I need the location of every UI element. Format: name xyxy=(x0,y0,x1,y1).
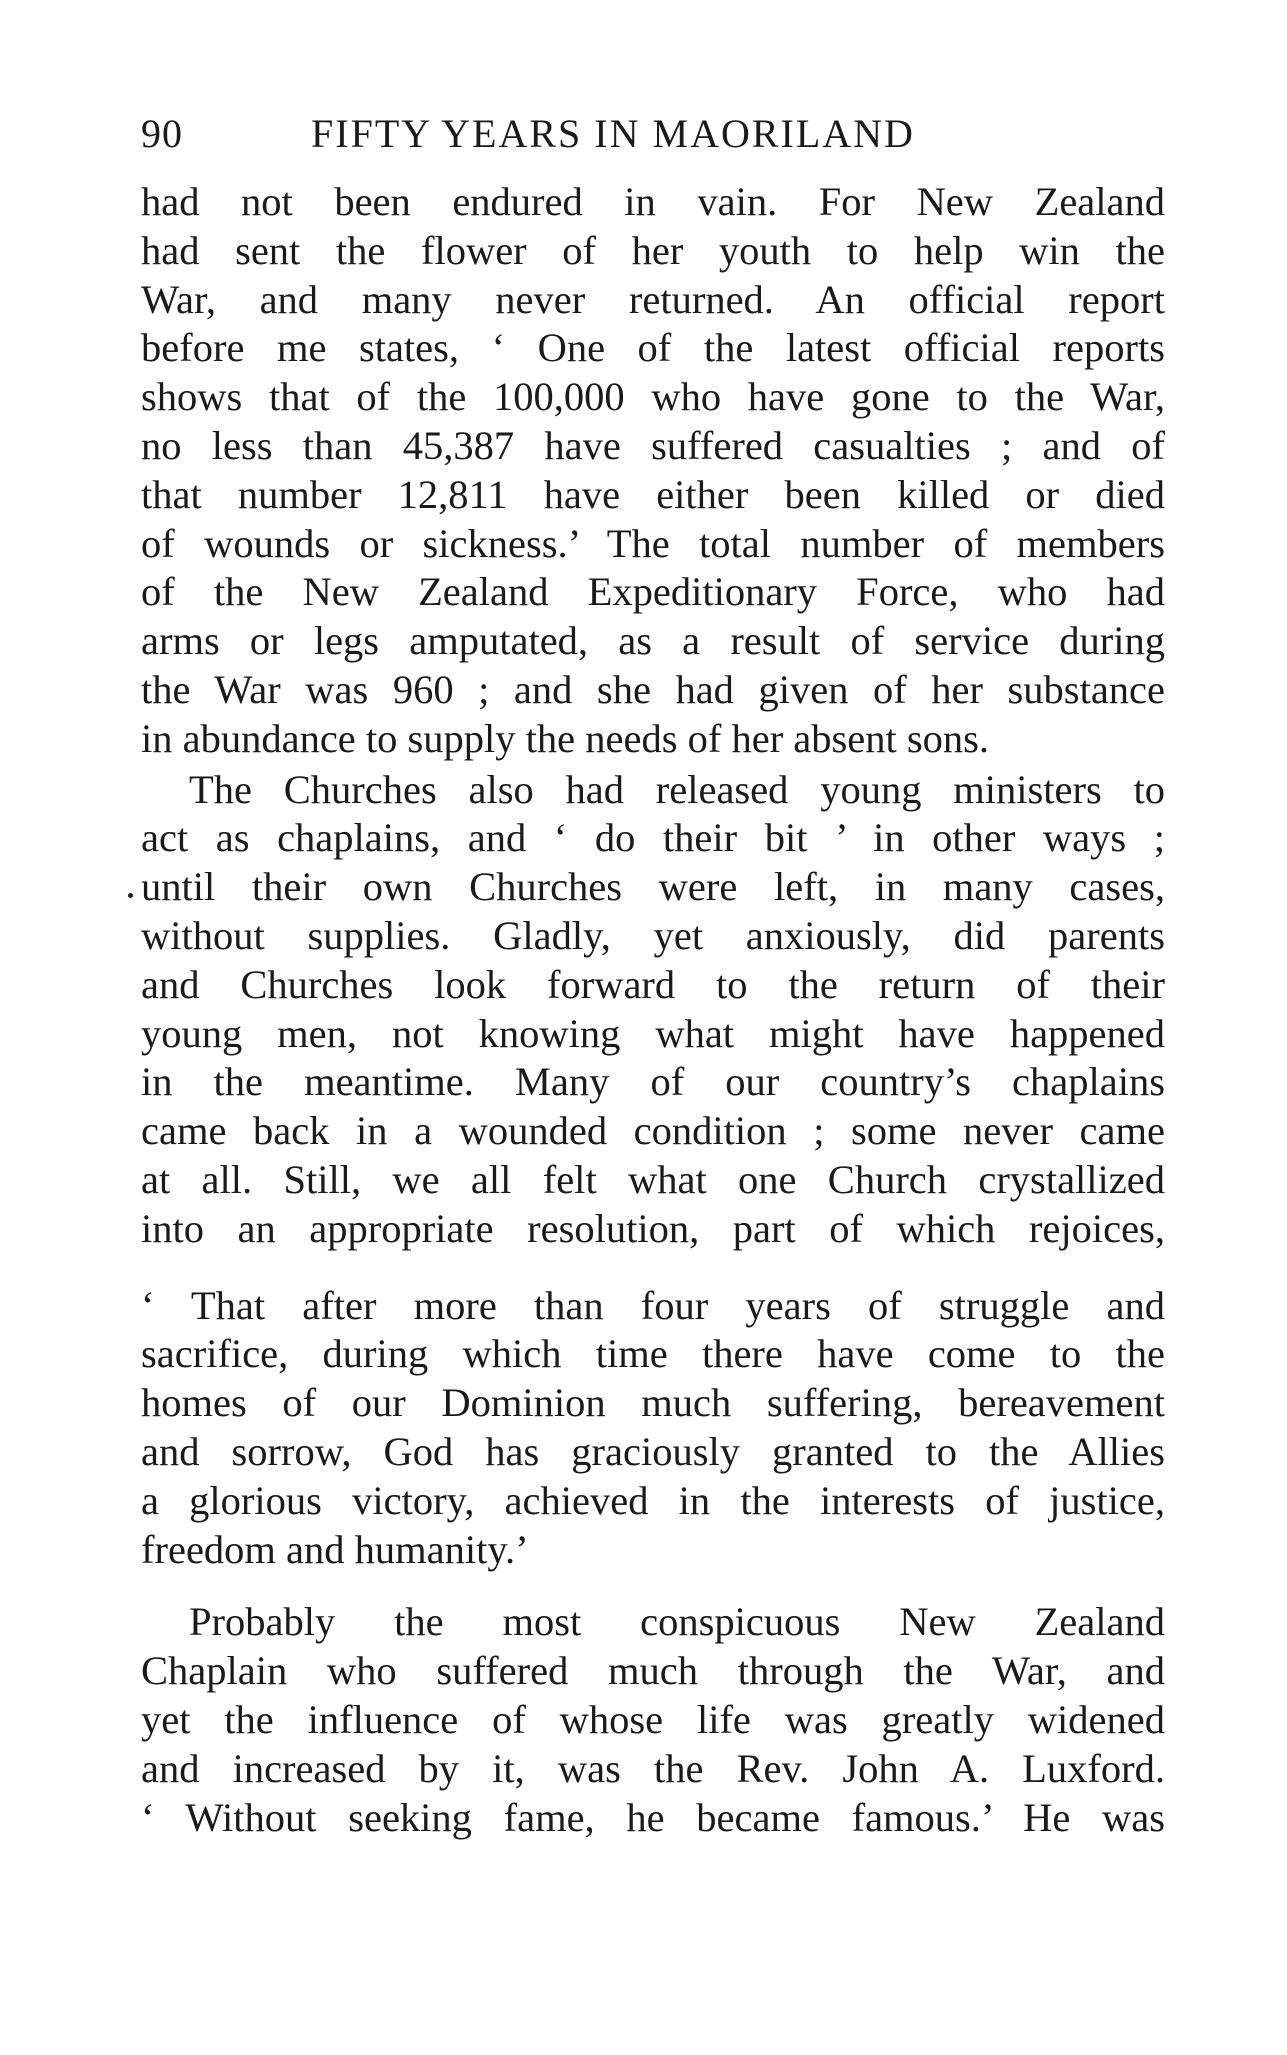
text-line: of wounds or sickness.’ The total number of members xyxy=(141,520,1165,566)
text-line: had not been endured in vain. For New Zealand xyxy=(141,179,1165,224)
text-line: and sorrow, God has graciously granted to the Allies xyxy=(141,1428,1165,1474)
running-head xyxy=(141,110,1165,170)
text-line: homes of our Dominion much suffering, bereavement xyxy=(141,1380,1165,1426)
text-line: a glorious victory, achieved in the interests of justice, xyxy=(141,1477,1165,1523)
text-line: and increased by it, was the Rev. John A. Luxford. xyxy=(141,1745,1165,1791)
paragraph-1 xyxy=(141,178,1165,764)
text-line: Chaplain who suffered much through the War, and xyxy=(141,1648,1165,1694)
text-line: in abundance to supply the needs of her absent sons. xyxy=(141,715,990,761)
text-line: came back in a wounded condition ; some never came xyxy=(141,1108,1165,1154)
paragraph-3 xyxy=(141,1598,1165,1842)
text-line: yet the influence of whose life was greatly widened xyxy=(141,1696,1165,1742)
text-line: and Churches look forward to the return of their xyxy=(141,961,1165,1007)
text-line: Probably the most conspicuous New Zealand xyxy=(189,1599,1165,1645)
quoted-resolution xyxy=(141,1282,1165,1575)
text-line: ‘ Without seeking fame, he became famous.’ He was xyxy=(141,1794,1165,1840)
text-line: until their own Churches were left, in many cases, xyxy=(141,864,1165,910)
text-line: freedom and humanity.’ xyxy=(141,1526,529,1572)
text-line: young men, not knowing what might have happened xyxy=(141,1010,1165,1056)
text-line: War, and many never returned. An official report xyxy=(141,276,1165,322)
margin-ink-dot xyxy=(128,893,133,898)
text-line: shows that of the 100,000 who have gone to the War, xyxy=(141,374,1165,420)
text-line: the War was 960 ; and she had given of her substance xyxy=(141,666,1165,712)
text-line: before me states, ‘ One of the latest official reports xyxy=(141,325,1165,371)
text-line: without supplies. Gladly, yet anxiously, did parents xyxy=(141,912,1165,958)
text-line: sacrifice, during which time there have come to the xyxy=(141,1331,1165,1377)
text-line: ‘ That after more than four years of struggle and xyxy=(141,1282,1165,1328)
text-line: that number 12,811 have either been killed or died xyxy=(141,471,1165,517)
text-line: into an appropriate resolution, part of which rejoices, xyxy=(141,1205,1165,1251)
text-line: arms or legs amputated, as a result of service during xyxy=(141,618,1165,664)
text-line: no less than 45,387 have suffered casualties ; and of xyxy=(141,422,1165,468)
text-line: had sent the flower of her youth to help win the xyxy=(141,227,1165,273)
text-line: at all. Still, we all felt what one Church crystallized xyxy=(141,1156,1165,1202)
text-line: The Churches also had released young ministers to xyxy=(189,766,1165,812)
text-line: of the New Zealand Expeditionary Force, who had xyxy=(141,569,1165,615)
page-number: 90 xyxy=(141,111,183,156)
text-line: act as chaplains, and ‘ do their bit ’ in other ways ; xyxy=(141,815,1165,861)
text-line: in the meantime. Many of our country’s chaplains xyxy=(141,1059,1165,1105)
book-page xyxy=(141,110,1165,1842)
running-title: FIFTY YEARS IN MAORILAND xyxy=(311,111,915,156)
paragraph-2 xyxy=(141,766,1165,1254)
